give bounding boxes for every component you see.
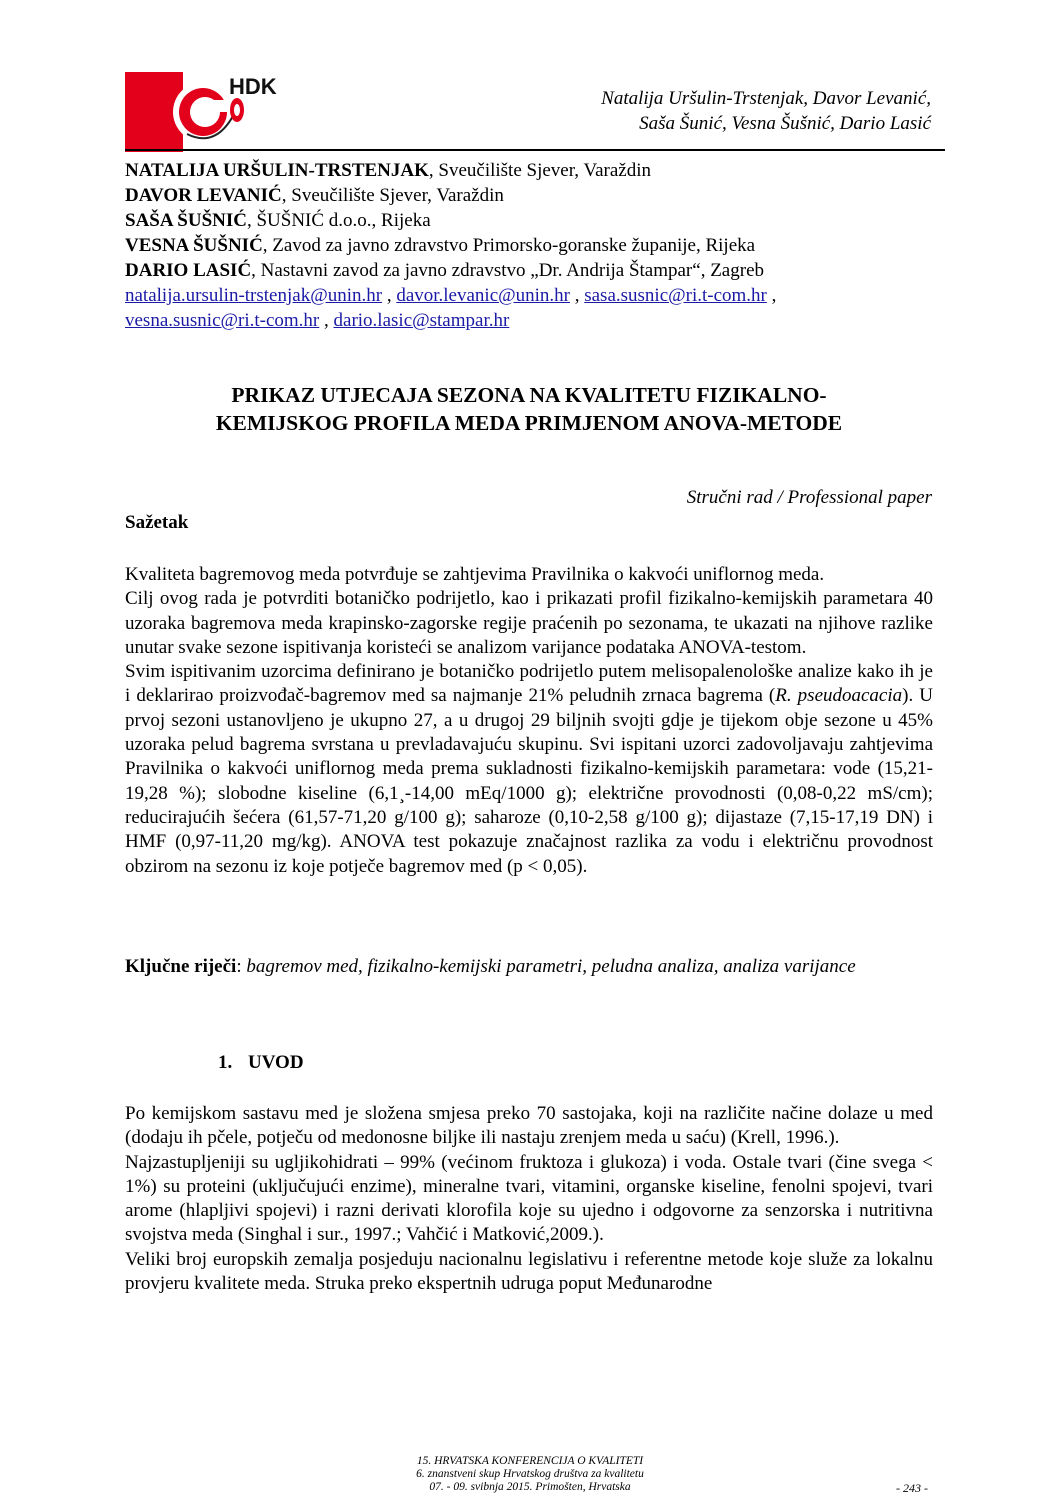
species-name: R. pseudoacacia [775,685,903,707]
abstract-paragraph: Kvaliteta bagremovog meda potvrđuje se zahtjevima Pravilnika o kakvoći uniflornog meda. [125,564,825,585]
section-heading [218,1052,304,1074]
footer-line2: 6. znanstveni skup Hrvatskog društva za kvalitetu [416,1468,644,1480]
author-name: DARIO LASIĆ [125,260,252,281]
running-header-authors [601,86,931,136]
footer-block [330,1455,730,1494]
hdk-logo-text: HDK [229,74,277,99]
keywords-text: bagremov med, fizikalno-kemijski parametri, peludna analiza, analiza varijance [246,956,856,977]
footer-line1: 15. HRVATSKA KONFERENCIJA O KVALITETI [416,1455,644,1467]
author-affiliation: , Sveučilište Sjever, Varaždin [281,185,504,206]
header-authors-line1: Natalija Uršulin-Trstenjak, Davor Levanić, [601,88,931,109]
affiliation-line [125,183,945,208]
abstract-paragraph [125,660,933,879]
paper-title-line2: KEMIJSKOG PROFILA MEDA PRIMJENOM ANOVA-METODE [215,411,843,435]
email-link[interactable]: vesna.susnic@ri.t-com.hr [125,310,320,331]
email-link[interactable]: dario.lasic@stampar.hr [333,310,510,331]
email-link[interactable]: davor.levanic@unin.hr [396,285,570,306]
intro-paragraph: Veliki broj europskih zemalja posjeduju nacionalnu legislativu i referentne metode koje služe za lokalnu provjeru kvalitete meda. Struka preko ekspertnih udruga poput Međunarodne [125,1248,933,1295]
section-number: 1. [218,1052,233,1073]
author-name: DAVOR LEVANIĆ [125,185,282,206]
keywords [125,954,933,979]
section-title: UVOD [248,1052,304,1073]
abstract-text: Svim ispitivanim uzorcima definirano je botaničko podrijetlo putem melisopalenološke analize kako ih je i deklarirao proizvođač-bagremov med sa najmanje 21% peludnih zrnaca bagrema ( [125,661,933,707]
keywords-separator: : [236,956,247,977]
paper-title [125,381,933,437]
paper-title-line1: PRIKAZ UTJECAJA SEZONA NA KVALITETU FIZIKALNO- [231,383,827,407]
keywords-label: Ključne riječi [125,956,237,977]
abstract-paragraph: Cilj ovog rada je potvrditi botaničko podrijetlo, kao i prikazati profil fizikalno-kemijskih parametara 40 uzoraka bagremova meda krapinsko-zagorske regije praćenih po sezonama, te ukazati na njihove razlike unutar svake sezone ispitivanja koristeći se analizom varijance podataka ANOVA-testom. [125,588,933,658]
affiliation-line [125,233,945,258]
abstract-heading: Sažetak [125,512,189,533]
header-divider [125,149,945,151]
affiliation-line [125,208,945,233]
email-line: natalija.ursulin-trstenjak@unin.hr , davor.levanic@unin.hr , sasa.susnic@ri.t-com.hr , [125,285,777,306]
author-affiliations [125,158,945,333]
author-name: NATALIJA URŠULIN-TRSTENJAK [125,160,429,181]
intro-paragraph: Po kemijskom sastavu med je složena smjesa preko 70 sastojaka, koji na različite načine dolaze u med (dodaju ih pčele, potječu od medonosne biljke ili nastaju zrenjem meda u saću) (Krell, 1996.). [125,1103,933,1149]
affiliation-line [125,258,945,283]
author-affiliation: , ŠUŠNIĆ d.o.o., Rijeka [246,210,431,231]
author-name: VESNA ŠUŠNIĆ [125,235,263,256]
email-link[interactable]: natalija.ursulin-trstenjak@unin.hr [125,285,383,306]
abstract-body [125,563,933,879]
paper-type: Stručni rad / Professional paper [686,487,932,508]
author-affiliation: , Zavod za javno zdravstvo Primorsko-goranske županije, Rijeka [262,235,756,256]
footer-line3: 07. - 09. svibnja 2015. Primošten, Hrvatska [429,1481,631,1493]
email-link[interactable]: sasa.susnic@ri.t-com.hr [584,285,767,306]
author-affiliation: , Sveučilište Sjever, Varaždin [428,160,651,181]
hdk-logo [125,72,285,152]
author-affiliation: , Nastavni zavod za javno zdravstvo „Dr. Andrija Štampar“, Zagreb [251,260,764,281]
intro-paragraph: Najzastupljeniji su ugljikohidrati – 99% (većinom fruktoza i glukoza) i voda. Ostale tvari (čine svega < 1%) su proteini (uključujući enzime), mineralne tvari, vitamini, organske kiseline, fenolni spojevi, tvari arome (hlapljivi spojevi) i razni derivati klorofila koje su ujedno i odgovorne za senzorska i nutritivna svojstva meda (Singhal i sur., 1997.; Vahčić i Matković,2009.). [125,1151,933,1246]
header-authors-line2: Saša Šunić, Vesna Šušnić, Dario Lasić [639,113,931,134]
author-name: SAŠA ŠUŠNIĆ [125,210,247,231]
introduction-body [125,1102,933,1296]
page-number: - 243 - [896,1481,928,1495]
abstract-text: ). U prvoj sezoni ustanovljeno je ukupno 27, a u drugoj 29 biljnih svojti gdje je tijekom obje sezone u 45% uzoraka pelud bagrema svrstana u prevladavajuću skupinu. Svi ispitani uzorci zadovoljavaju zahtjevima Pravilnika o kakvoći uniflornog meda prema sukladnosti fizikalno-kemijskih parametara: vode (15,21-19,28 %); slobodne kiseline (6,1¸-14,00 mEq/1000 g); električne provodnosti (0,08-0,22 mS/cm); reducirajućih šećera (61,57-71,20 g/100 g); saharoze (0,10-2,58 g/100 g); dijastaze (7,15-17,19 DN) i HMF (0,97-11,20 mg/kg). ANOVA test pokazuje značajnost razlika za vodu i električnu provodnost obzirom na sezonu iz koje potječe bagremov med (p < 0,05). [125,685,934,877]
affiliation-line [125,158,945,183]
hdk-logo-graphic [125,72,285,152]
email-line: vesna.susnic@ri.t-com.hr , dario.lasic@stampar.hr [125,310,510,331]
